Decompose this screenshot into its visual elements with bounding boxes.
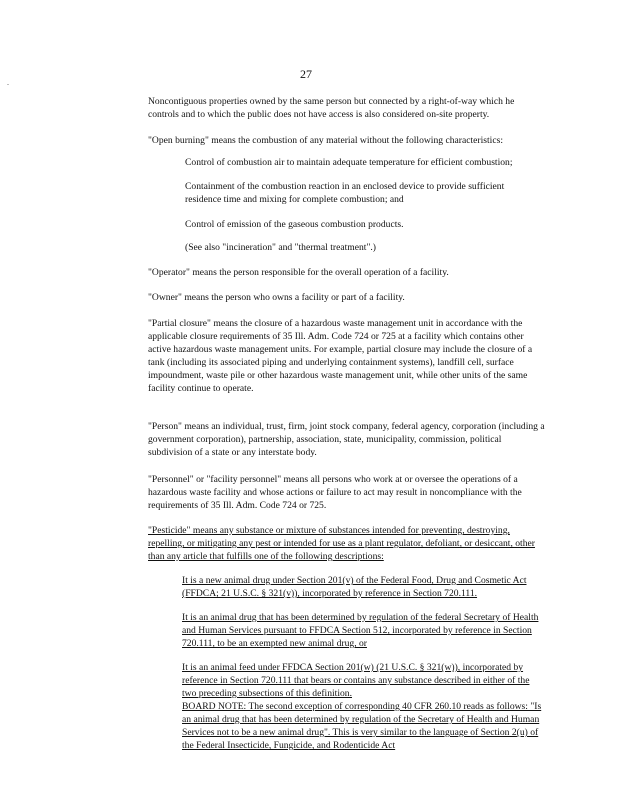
pesticide-item-3: It is an animal feed under FFDCA Section 201(w) (21 U.S.C. § 321(w)), incorporated by reference in Section 720.111 that bears or contains any substance described in either of the two preceding subsections of this definition. <box>182 662 530 699</box>
stray-mark: . <box>7 78 9 87</box>
board-note: BOARD NOTE: The second exception of corresponding 40 CFR 260.10 reads as follows: "Is an animal drug that has been determined by regulation of the Secretary of Health and Human Services not to be a new animal drug". This is very similar to the language of Section 2(u) of the Federal Insecticide, Fungicide, and Rodenticide Act <box>182 701 542 751</box>
definition-operator: "Operator" means the person responsible for the overall operation of a facility. <box>148 267 449 278</box>
open-burning-see-also: (See also "incineration" and "thermal treatment".) <box>185 242 376 253</box>
paragraph-noncontiguous: Noncontiguous properties owned by the same person but connected by a right-of-way which he controls and to which the public does not have access is also considered on-site property. <box>148 96 515 120</box>
definition-personnel: "Personnel" or "facility personnel" means all persons who work at or oversee the operations of a hazardous waste facility and whose actions or failure to act may result in noncompliance with the requirements of 35 Ill. Adm. Code 724 or 725. <box>148 474 522 511</box>
definition-pesticide: "Pesticide" means any substance or mixture of substances intended for preventing, destroying, repelling, or mitigating any pest or intended for use as a plant regulator, defoliant, or desiccant, other than any article that fulfills one of the following descriptions: <box>148 525 535 562</box>
definition-person: "Person" means an individual, trust, firm, joint stock company, federal agency, corporation (including a government corporation), partnership, association, state, municipality, commission, political subdivision of a state or any interstate body. <box>148 421 545 458</box>
pesticide-item-1: It is a new animal drug under Section 201(v) of the Federal Food, Drug and Cosmetic Act (FFDCA; 21 U.S.C. § 321(v)), incorporated by reference in Section 720.111. <box>182 575 527 599</box>
definition-partial-closure: "Partial closure" means the closure of a hazardous waste management unit in accordance with the applicable closure requirements of 35 Ill. Adm. Code 724 or 725 at a facility which contains other active hazardous waste management units. For example, partial closure may include the closure of a tank (including its associated piping and underlying containment systems), landfill cell, surface impoundment, waste pile or other hazardous waste management unit, while other units of the same facility continue to operate. <box>148 318 533 394</box>
open-burning-item-2: Containment of the combustion reaction in an enclosed device to provide sufficient residence time and mixing for complete combustion; and <box>185 181 505 205</box>
definition-owner: "Owner" means the person who owns a facility or part of a facility. <box>148 292 405 303</box>
page-number: 27 <box>300 67 312 81</box>
definition-open-burning: "Open burning" means the combustion of any material without the following characteristics: <box>148 135 503 146</box>
open-burning-item-3: Control of emission of the gaseous combustion products. <box>185 219 404 230</box>
pesticide-item-2: It is an animal drug that has been determined by regulation of the federal Secretary of Health and Human Services pursuant to FFDCA Section 512, incorporated by reference in Section 720.111, to be an exempted new animal drug, or <box>182 612 539 649</box>
open-burning-item-1: Control of combustion air to maintain adequate temperature for efficient combustion; <box>185 157 513 168</box>
